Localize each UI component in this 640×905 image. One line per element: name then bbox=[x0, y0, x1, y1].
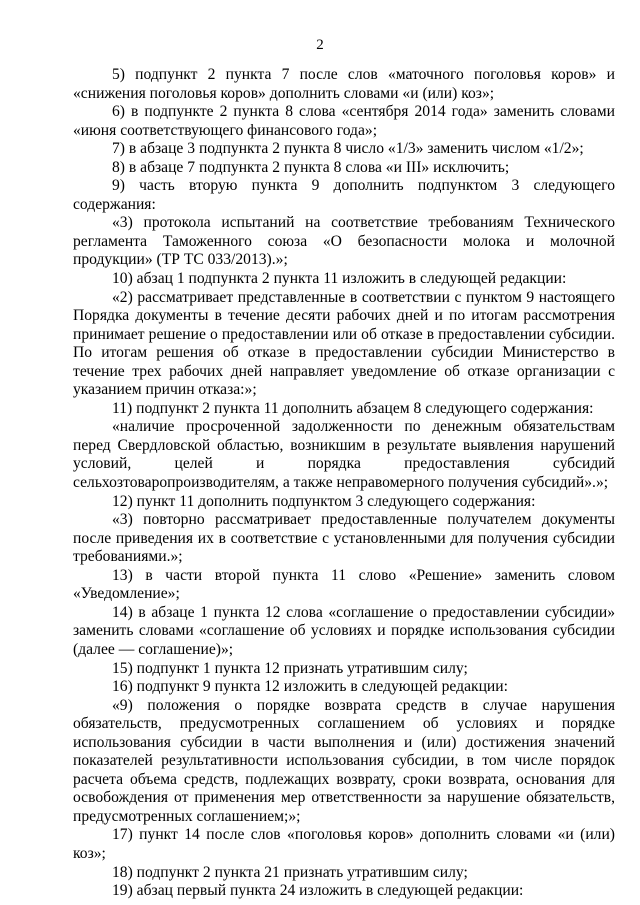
paragraph-item-16: 16) подпункт 9 пункта 12 изложить в следующей редакции: bbox=[112, 678, 508, 696]
paragraph-item-14: 14) в абзаце 1 пункта 12 слова «соглашение о предоставлении субсидии» заменить словами «соглашение об условиях и порядке использования субсидии (далее — соглашение)»; bbox=[73, 603, 615, 658]
paragraph-item-18: 18) подпункт 2 пункта 21 признать утратившим силу; bbox=[112, 863, 468, 881]
paragraph-item-13: 13) в части второй пункта 11 слово «Решение» заменить словом «Уведомление»; bbox=[73, 566, 615, 603]
paragraph-item-19: 19) абзац первый пункта 24 изложить в следующей редакции: bbox=[112, 882, 524, 900]
quoted-text-item-12: «3) повторно рассматривает предоставленные получателем документы после приведения их в соответствие с установленными для получения субсидии требованиями.»; bbox=[73, 511, 615, 566]
quoted-text-item-9: «3) протокола испытаний на соответствие требованиям Технического регламента Таможенного союза «О безопасности молока и молочной продукции» (ТР ТС 033/2013).»; bbox=[73, 214, 615, 269]
quoted-text-item-10: «2) рассматривает представленные в соответствии с пунктом 9 настоящего Порядка документы в течение десяти рабочих дней и по итогам рассмотрения принимает решение о предоставлении или об отказе в предоставлении субсидии. По итогам решения об отказе в предоставлении субсидии Министерство в течение трех рабочих дней направляет уведомление об отказе организации с указанием причин отказа:»; bbox=[73, 288, 615, 399]
paragraph-item-15: 15) подпункт 1 пункта 12 признать утратившим силу; bbox=[112, 659, 468, 677]
paragraph-item-5: 5) подпункт 2 пункта 7 после слов «маточного поголовья коров» и «снижения поголовья коров» дополнить словами «и (или) коз»; bbox=[73, 66, 615, 102]
paragraph-item-7: 7) в абзаце 3 подпункта 2 пункта 8 число «1/3» заменить числом «1/2»; bbox=[112, 140, 584, 158]
document-body bbox=[73, 66, 615, 901]
paragraph-item-6: 6) в подпункте 2 пункта 8 слова «сентября 2014 года» заменить словами «июня соответствующего финансового года»; bbox=[73, 103, 615, 139]
quoted-text-item-11: «наличие просроченной задолженности по денежным обязательствам перед Свердловской областью, возникшим в результате выявления нарушений условий, целей и порядка предоставления субсидий сельхозтоваропроизводителям, а также неправомерного получения субсидий».»; bbox=[73, 418, 615, 492]
page-number: 2 bbox=[316, 37, 324, 53]
paragraph-item-12: 12) пункт 11 дополнить подпунктом 3 следующего содержания: bbox=[112, 492, 536, 510]
quoted-text-item-16: «9) положения о порядке возврата средств в случае нарушения обязательств, предусмотренных соглашением об условиях и порядке использования субсидии в части выполнения и (или) достижения значений показателей результативности использования субсидии, в том числе порядок расчета объема средств, подлежащих возврату, сроки возврата, основания для освобождения от применения мер ответственности за нарушение обязательств, предусмотренных соглашением;»; bbox=[73, 696, 615, 825]
paragraph-item-9: 9) часть вторую пункта 9 дополнить подпунктом 3 следующего содержания: bbox=[73, 177, 615, 213]
paragraph-item-10: 10) абзац 1 подпункта 2 пункта 11 изложить в следующей редакции: bbox=[112, 270, 567, 288]
paragraph-item-8: 8) в абзаце 7 подпункта 2 пункта 8 слова «и III» исключить; bbox=[112, 158, 510, 176]
paragraph-item-17: 17) пункт 14 после слов «поголовья коров» дополнить словами «и (или) коз»; bbox=[73, 826, 615, 862]
paragraph-item-11: 11) подпункт 2 пункта 11 дополнить абзацем 8 следующего содержания: bbox=[112, 399, 594, 417]
